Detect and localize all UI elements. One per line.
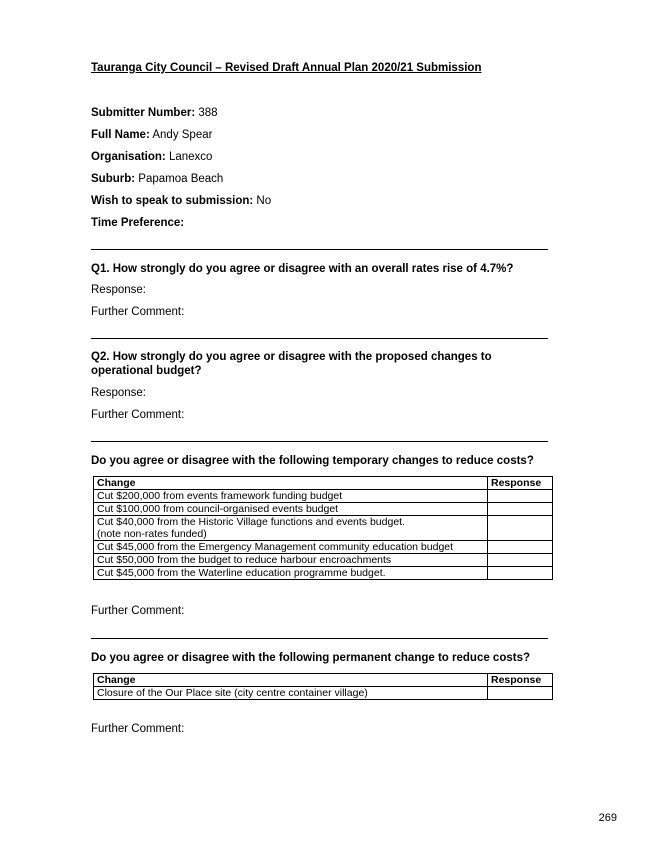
organisation [91,151,212,163]
response-cell[interactable] [488,516,553,541]
permanent-question: Do you agree or disagree with the following permanent change to reduce costs? [91,652,530,664]
divider [91,441,548,442]
submitter-number-value: 388 [195,107,218,119]
q1-question: Q1. How strongly do you agree or disagree with an overall rates rise of 4.7%? [91,263,514,275]
change-cell: Cut $100,000 from council-organised events budget [94,503,488,516]
column-header-response: Response [488,477,553,490]
table-header-row [94,674,553,687]
table-row [94,687,553,700]
suburb-label: Suburb: [91,173,136,185]
divider [91,638,548,639]
response-cell[interactable] [488,554,553,567]
full-name [91,129,212,141]
wish-to-speak [91,195,271,207]
full-name-value: Andy Spear [149,129,213,141]
page-number: 269 [598,812,617,824]
change-cell: Cut $50,000 from the budget to reduce harbour encroachments [94,554,488,567]
suburb-value: Papamoa Beach [135,173,224,185]
table-row [94,541,553,554]
submitter-number [91,107,218,119]
divider [91,249,548,250]
change-text: Cut $40,000 from the Historic Village functions and events budget. [97,516,405,528]
table-row [94,516,553,541]
response-cell[interactable] [488,490,553,503]
response-cell[interactable] [488,503,553,516]
submitter-number-label: Submitter Number: [91,107,196,119]
table-row [94,490,553,503]
temporary-question: Do you agree or disagree with the following temporary changes to reduce costs? [91,455,534,467]
q2-comment-label: Further Comment: [91,409,185,421]
change-cell [94,516,488,541]
column-header-change: Change [94,674,488,687]
q2-response-label: Response: [91,387,146,399]
table-row [94,567,553,580]
permanent-changes-table [93,673,553,700]
wish-to-speak-value: No [253,195,272,207]
change-cell: Cut $45,000 from the Waterline education programme budget. [94,567,488,580]
temporary-changes-table [93,476,553,580]
q1-response-label: Response: [91,284,146,296]
column-header-change: Change [94,477,488,490]
response-cell[interactable] [488,687,553,700]
q1-comment-label: Further Comment: [91,306,185,318]
q2-question: Q2. How strongly do you agree or disagree with the proposed changes to operational budget? [91,351,492,377]
organisation-label: Organisation: [91,151,166,163]
response-cell[interactable] [488,541,553,554]
change-cell: Closure of the Our Place site (city centre container village) [94,687,488,700]
time-preference [91,217,184,229]
suburb [91,173,223,185]
change-note: (note non-rates funded) [97,528,207,540]
change-cell: Cut $45,000 from the Emergency Management community education budget [94,541,488,554]
full-name-label: Full Name: [91,129,150,141]
table-row [94,503,553,516]
temporary-comment-label: Further Comment: [91,605,185,617]
table-row [94,554,553,567]
table-header-row [94,477,553,490]
organisation-value: Lanexco [165,151,213,163]
time-preference-label: Time Preference: [91,217,185,229]
permanent-comment-label: Further Comment: [91,723,185,735]
document-title: Tauranga City Council – Revised Draft Annual Plan 2020/21 Submission [91,62,482,74]
divider [91,338,548,339]
wish-to-speak-label: Wish to speak to submission: [91,195,254,207]
change-cell: Cut $200,000 from events framework funding budget [94,490,488,503]
response-cell[interactable] [488,567,553,580]
column-header-response: Response [488,674,553,687]
